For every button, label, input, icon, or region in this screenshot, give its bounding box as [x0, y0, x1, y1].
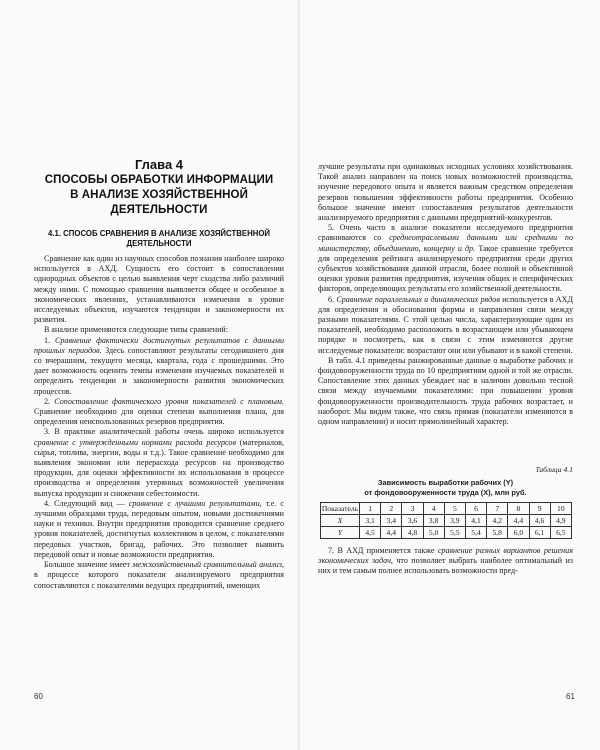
table-cell: 6,1: [529, 527, 550, 539]
p5-lead: Большое значение имеет: [44, 560, 133, 570]
table-title: [318, 478, 573, 497]
chapter-title-line2: В АНАЛИЗЕ ХОЗЯЙСТВЕННОЙ ДЕЯТЕЛЬНОСТИ: [70, 189, 248, 216]
table-cell: 4,5: [360, 527, 381, 539]
paragraph-type-1: [34, 336, 284, 397]
table-title-line2: от фондовооруженности труда (X), млн руб.: [364, 487, 527, 497]
chapter-title-line1: СПОСОБЫ ОБРАБОТКИ ИНФОРМАЦИИ: [44, 174, 274, 186]
r6-text: используется в АХД для определения и обоснования формы и направления связи между разными показателями. С этой целью числа, характеризующие один из показателей, необходимо расположить в возрастающем или убывающем порядке и посмотреть, как в связи с этим изменяются другие исследуемые показатели: возрастают они или убывают и в какой степени.: [318, 294, 574, 355]
page-number-right: 61: [566, 692, 575, 701]
p4-emphasis: сравнение с лучшими результатами,: [128, 498, 262, 508]
section-heading: [40, 229, 278, 249]
table-cell: 5,0: [423, 527, 444, 539]
table-col-header: 9: [529, 503, 550, 515]
table-col-header: 1: [360, 503, 381, 515]
section-title-line2: ДЕЯТЕЛЬНОСТИ: [126, 239, 192, 248]
table-col-header: 2: [381, 503, 402, 515]
table-cell: 4,4: [381, 527, 402, 539]
right-page: [300, 0, 600, 750]
row-label-y: Y: [321, 527, 360, 539]
r5-text: Такое сравнение требуется для определения рейтинга анализируемого предприятия среди других субъектов хозяйствования данной отрасли, более полной и объективной оценки уровня развития предприятия, изучения общих и специфических факторов, определяющих результаты его хозяйственной деятельности.: [318, 243, 573, 294]
data-table: [320, 502, 572, 539]
paragraph-type-7: [318, 546, 573, 577]
table-cell: 6,5: [550, 527, 571, 539]
p4-text: т.е. с лучшими образцами труда, передовым опытом, новыми достижениями науки и техники. Внутри предприятия проводится сравнение среднего уровня показателей, достигнутых коллективом в целом, с показателями передовых участков, бригад, рабочих. Это позволяет выявить передовой опыт и новые возможности предприятия.: [34, 498, 284, 559]
paragraph-types: В анализе применяются следующие типы сравнений:: [44, 325, 228, 335]
r6-lead: 6.: [328, 294, 337, 304]
table-cell: 3,4: [381, 515, 402, 527]
table-cell: 4,9: [550, 515, 571, 527]
paragraph-intro: Сравнение как один из научных способов познания наиболее широко используется в АХД. Сущность его состоит в сопоставлении однородных объектов с целью выявления черт сходства либо различий между ними. С помощью сравнения выявляется общее и особенное в экономических явлениях, устанавливаются изменения в уровне исследуемых объектов, изучаются тенденции и закономерности их развития.: [34, 254, 284, 325]
p3-emphasis: сравнение с утвержденными нормами расхода ресурсов: [34, 437, 236, 447]
chapter-number: Глава 4: [134, 157, 184, 172]
table-cell: 5,8: [487, 527, 508, 539]
paragraph-continued: лучшие результаты при одинаковых исходных условиях хозяйствования. Такой анализ направлен на поиск новых возможностей производства, изучение передового опыта и является важным средством определения резервов повышения эффективности работы предприятия. Особенно большое значение имеют сопоставления результатов деятельности анализируемого предприятия с данными предприятий-конкурентов.: [318, 162, 573, 223]
p2-number: 2.: [44, 396, 55, 406]
table-header-row: [321, 503, 572, 515]
table-cell: 5,4: [465, 527, 486, 539]
row-label-x: X: [321, 515, 360, 527]
table-header-label: Показатель: [321, 504, 359, 513]
table-cell: 3,9: [444, 515, 465, 527]
table-col-header: 6: [465, 503, 486, 515]
right-body-text-bottom: [318, 546, 573, 577]
p3-lead: 3. В практике аналитической работы очень широко используется: [44, 427, 284, 437]
right-body-text: [318, 162, 573, 427]
paragraph-type-5: [318, 223, 573, 294]
table-col-header: 7: [487, 503, 508, 515]
section-title-line1: 4.1. СПОСОБ СРАВНЕНИЯ В АНАЛИЗЕ ХОЗЯЙСТВЕННОЙ: [47, 229, 271, 238]
table-cell: 4,1: [465, 515, 486, 527]
table-col-header: 4: [423, 503, 444, 515]
page-number-left: 60: [34, 692, 43, 701]
p1-emphasis: Сравнение фактически достигнутых результатов с данными прошлых периодов.: [34, 335, 284, 355]
table-cell: 5,5: [444, 527, 465, 539]
r7-text: что позволяет выбрать наиболее оптимальный из них и тем самым полнее использовать возможности пред-: [318, 556, 573, 576]
r6-emphasis: Сравнение параллельных и динамических рядов: [336, 294, 500, 304]
table-title-line1: Зависимость выработки рабочих (Y): [377, 478, 514, 487]
paragraph-type-4: [34, 499, 284, 560]
table-cell: 4,6: [529, 515, 550, 527]
table-col-header: 5: [444, 503, 465, 515]
r5-emphasis: среднеотраслевыми данными или средними по министерству, объединению, концерну и др.: [318, 233, 574, 253]
p2-text: Сравнение необходимо для оценки степени выполнения плана, для определения неиспользованных резервов предприятия.: [34, 407, 284, 427]
table-number: Таблица 4.1: [535, 465, 573, 474]
table-cell: 3,6: [402, 515, 423, 527]
table-row-x: [321, 515, 572, 527]
table-cell: 4,2: [487, 515, 508, 527]
p2-emphasis: Сопоставление фактического уровня показателей с плановым.: [54, 396, 284, 406]
paragraph-type-2: [34, 397, 284, 428]
table-cell: 4,4: [508, 515, 529, 527]
chapter-heading: [34, 157, 284, 218]
p1-text: Здесь сопоставляют результаты сегодняшнего дня со вчерашним, текущего месяца, квартала, года с прошедшими. Это дает возможность оценить темпы изменения изучаемых показателей и определить тенденции и закономерности развития экономических процессов.: [34, 345, 284, 396]
paragraph-interfirm: [34, 560, 284, 591]
table-cell: 3,1: [360, 515, 381, 527]
table-cell: 3,8: [423, 515, 444, 527]
table-col-header: 8: [508, 503, 529, 515]
p1-number: 1.: [44, 335, 55, 345]
table-cell: 4,8: [402, 527, 423, 539]
r7-emphasis: сравнение разных вариантов решения экономических задач,: [318, 546, 573, 566]
p5-text: в процессе которого показатели анализируемого предприятия сопоставляются с показателями ведущих предприятий, имеющих: [34, 570, 284, 590]
p3-text: (материалов, сырья, топлива, энергии, воды и т.д.). Такое сравнение необходимо для выявления экономии или перерасхода ресурсов на производство продукции, для оценки эффективности их использования в процессе производства и определения утерянных возможностей увеличения выпуска продукции и снижения себестоимости.: [34, 437, 284, 498]
paragraph-type-6: [318, 295, 573, 356]
left-body-text: [34, 254, 284, 591]
p4-lead: 4. Следующий вид —: [44, 498, 129, 508]
r7-lead: 7. В АХД применяется также: [328, 546, 438, 555]
table-col-header: 10: [550, 503, 571, 515]
r5-lead: 5. Очень часто в анализе показатели исследуемого предприятия сравниваются со: [318, 223, 573, 243]
paragraph-type-3: [34, 427, 284, 498]
p5-emphasis: межхозяйственный сравнительный анализ,: [132, 560, 285, 570]
table-cell: 6,0: [508, 527, 529, 539]
table-col-header: 3: [402, 503, 423, 515]
table-row-y: [321, 527, 572, 539]
paragraph-table-intro: В табл. 4.1 приведены ранжированные данные о выработке рабочих и фондовооруженности труда по 10 предприятиям одной и той же отрасли. Сопоставление этих данных убеждает нас в наличии довольно тесной связи между изучаемыми показателями: при повышении уровня фондовооруженности производительность труда рабочих возрастает, и наоборот. Мы видим также, что связь прямая (показатели изменяются в одном направлении) и носит прямолинейный характер.: [318, 355, 573, 427]
